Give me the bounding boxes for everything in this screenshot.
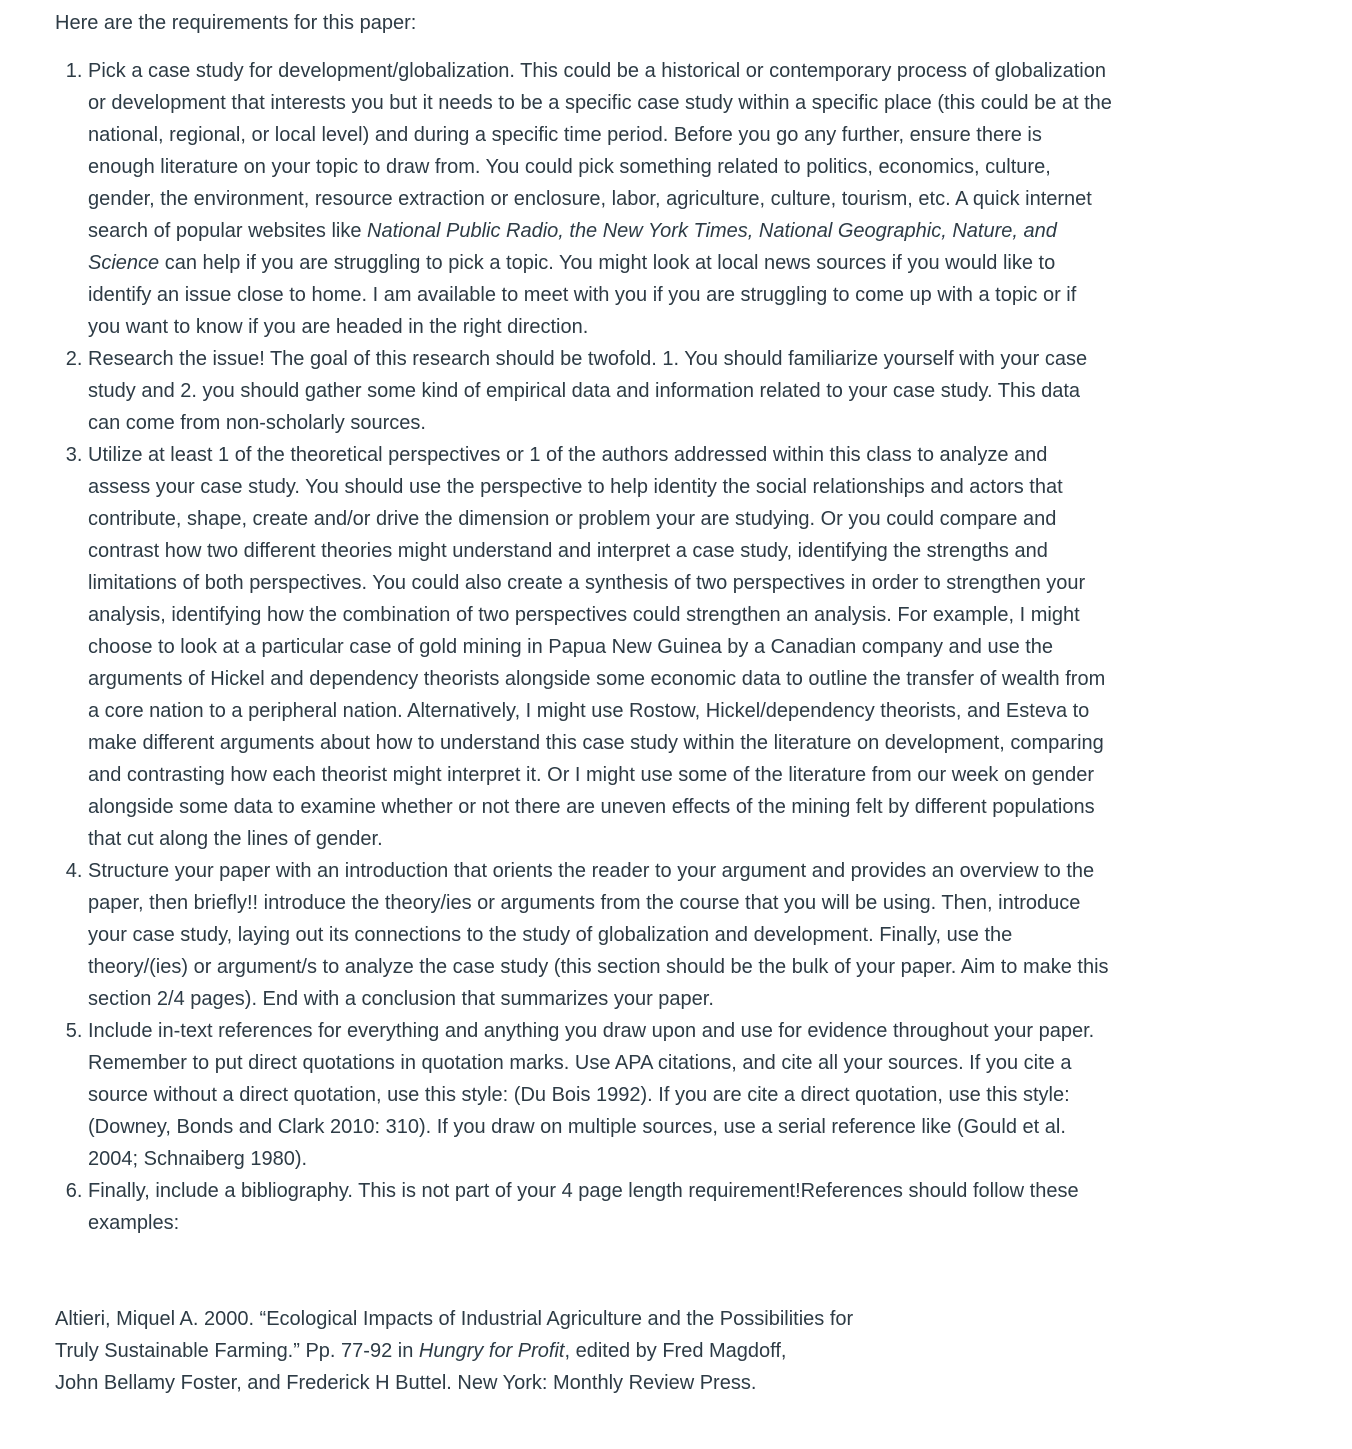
citation-line-1: Altieri, Miquel A. 2000. “Ecological Impacts of Industrial Agriculture and the Possibilities for: [55, 1308, 854, 1330]
requirement-item: 3. Utilize at least 1 of the theoretical perspectives or 1 of the authors addressed within this class to analyze and assess your case study. You should use the perspective to help identity the social relationships and actors that contribute, shape, create and/or drive the dimension or problem your are studying. Or you could compare and contrast how two different theories might understand and interpret a case study, identifying the strengths and limitations of both perspectives. You could also create a synthesis of two perspectives in order to strengthen your analysis, identifying how the combination of two perspectives could strengthen an analysis. For example, I might choose to look at a particular case of gold mining in Papua New Guinea by a Canadian company and use the arguments of Hickel and dependency theorists alongside some economic data to outline the transfer of wealth from a core nation to a peripheral nation. Alternatively, I might use Rostow, Hickel/dependency theorists, and Esteva to make different arguments about how to understand this case study within the literature on development, comparing and contrasting how each theorist might interpret it. Or I might use some of the literature from our week on gender alongside some data to examine whether or not there are uneven effects of the mining felt by different populations that cut along the lines of gender.: [88, 439, 1113, 855]
spacer: [55, 1239, 1115, 1303]
requirement-item: 6. Finally, include a bibliography. This is not part of your 4 page length requirement!References should follow these examples:: [88, 1175, 1113, 1239]
requirement-item: 1. Pick a case study for development/globalization. This could be a historical or contemporary process of globalization or development that interests you but it needs to be a specific case study within a specific place (this could be at the national, regional, or local level) and during a specific time period. Before you go any further, ensure there is enough literature on your topic to draw from. You could pick something related to politics, economics, culture, gender, the environment, resource extraction or enclosure, labor, agriculture, culture, tourism, etc. A quick internet search of popular websites like National Public Radio, the New York Times, National Geographic, Nature, and Science can help if you are struggling to pick a topic. You might look at local news sources if you would like to identify an issue close to home. I am available to meet with you if you are struggling to come up with a topic or if you want to know if you are headed in the right direction.: [88, 55, 1113, 343]
requirement-item: 4. Structure your paper with an introduction that orients the reader to your argument and provides an overview to the paper, then briefly!! introduce the theory/ies or arguments from the course that you will be using. Then, introduce your case study, laying out its connections to the study of globalization and development. Finally, use the theory/(ies) or argument/s to analyze the case study (this section should be the bulk of your paper. Aim to make this section 2/4 pages). End with a conclusion that summarizes your paper.: [88, 855, 1113, 1015]
citation-line-3: John Bellamy Foster, and Frederick H Buttel. New York: Monthly Review Press.: [55, 1372, 757, 1394]
requirement-item: 2. Research the issue! The goal of this research should be twofold. 1. You should familiarize yourself with your case study and 2. you should gather some kind of empirical data and information related to your case study. This data can come from non-scholarly sources.: [88, 343, 1113, 439]
citation-line-2: Truly Sustainable Farming.” Pp. 77-92 in Hungry for Profit, edited by Fred Magdoff,: [55, 1340, 787, 1362]
requirements-list: [55, 55, 1113, 1239]
intro-text: Here are the requirements for this paper:: [55, 12, 417, 34]
requirement-item: 5. Include in-text references for everything and anything you draw upon and use for evidence throughout your paper. Remember to put direct quotations in quotation marks. Use APA citations, and cite all your sources. If you cite a source without a direct quotation, use this style: (Du Bois 1992). If you are cite a direct quotation, use this style: (Downey, Bonds and Clark 2010: 310). If you draw on multiple sources, use a serial reference like (Gould et al. 2004; Schnaiberg 1980).: [88, 1015, 1113, 1175]
bibliography-example: [55, 1303, 1115, 1399]
